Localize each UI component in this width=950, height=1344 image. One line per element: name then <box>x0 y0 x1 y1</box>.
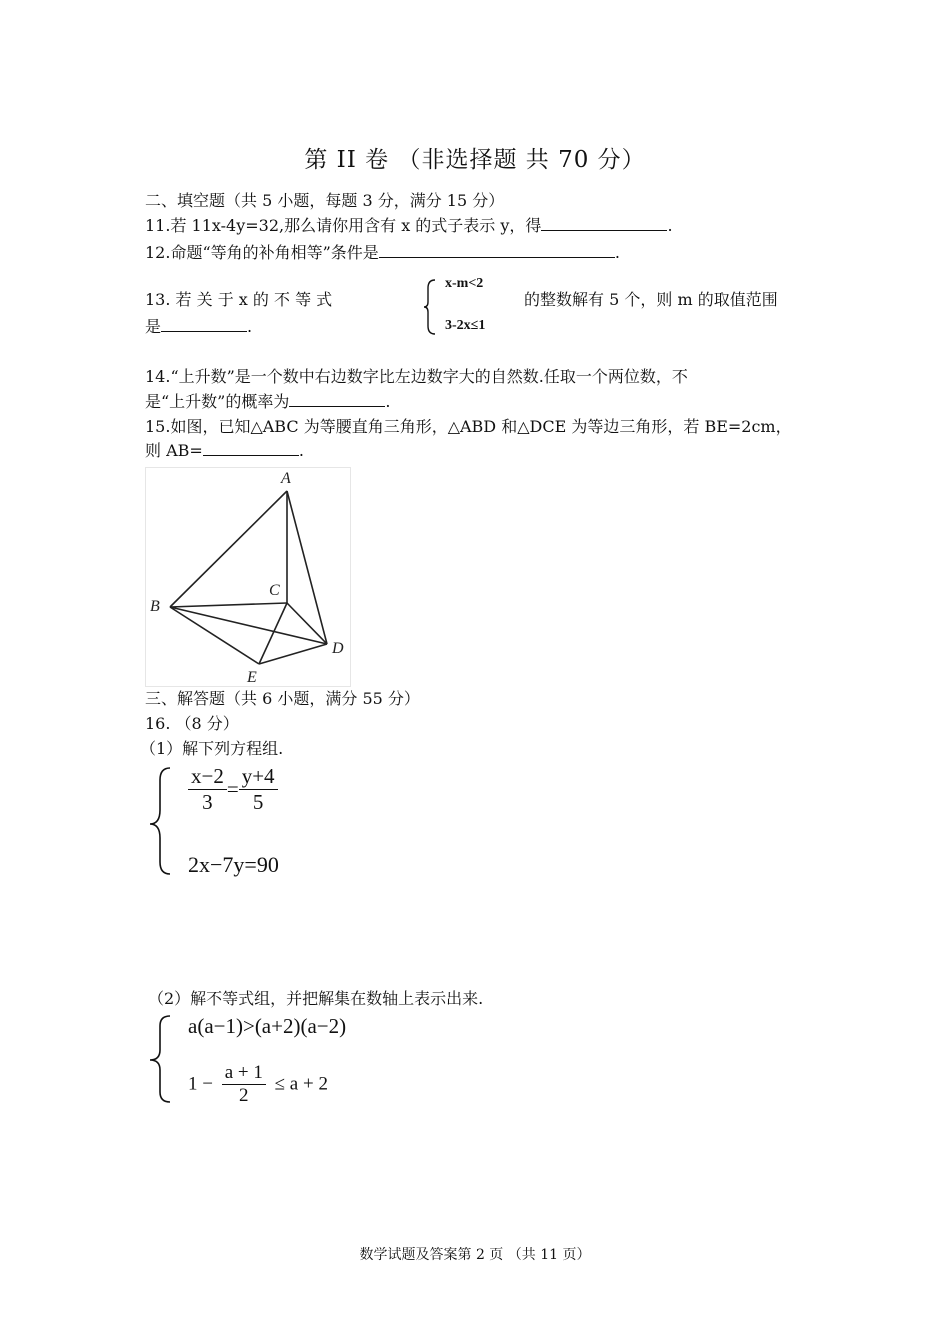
question-12 <box>145 242 620 264</box>
q16-label: 16. （8 分） <box>145 714 239 733</box>
q11-end: . <box>667 216 673 235</box>
q13-answer-blank[interactable] <box>161 317 247 332</box>
ineq2-right: ≤ a + 2 <box>274 1073 328 1095</box>
q13-prefix: 13. 若 关 于 x 的 不 等 式 <box>145 290 333 309</box>
q15-end: . <box>298 441 304 460</box>
q13-suffix: 的整数解有 5 个，则 m 的取值范围 <box>524 290 778 309</box>
q16-part1: （1）解下列方程组. <box>140 739 284 758</box>
eq1-num-right: y+4 <box>239 764 278 790</box>
question-11 <box>145 215 673 237</box>
label-E: E <box>247 669 257 686</box>
ineq2-den: 2 <box>239 1085 249 1106</box>
equation-brace-icon <box>148 762 172 882</box>
q15-line2 <box>145 440 304 462</box>
eq1-num-left: x−2 <box>188 764 227 790</box>
label-B: B <box>150 598 160 615</box>
segment-BE <box>170 607 259 664</box>
q13-line2-text: 是 <box>145 317 162 336</box>
q13-end: . <box>247 317 253 336</box>
segment-AD <box>287 491 327 644</box>
ineq2-left: 1 − <box>188 1073 213 1095</box>
eq1-den-right: 5 <box>252 790 264 814</box>
q14-answer-blank[interactable] <box>289 392 385 407</box>
ineq2-num: a + 1 <box>222 1062 266 1085</box>
q13-ineq-2: 3-2x≤1 <box>445 318 486 333</box>
segment-BC <box>170 603 287 607</box>
equation-2: 2x−7y=90 <box>188 852 279 877</box>
q12-text: 12.命题“等角的补角相等”条件是 <box>145 243 379 262</box>
page-title: 第 II 卷 （非选择题 共 70 分） <box>304 147 646 173</box>
section2-heading: 二、填空题（共 5 小题，每题 3 分，满分 15 分） <box>145 191 505 210</box>
q14-line2-text: 是“上升数”的概率为 <box>145 392 290 411</box>
q16-part2: （2）解不等式组，并把解集在数轴上表示出来. <box>148 989 484 1008</box>
q14-line1: 14.“上升数”是一个数中右边数字比左边数字大的自然数.任取一个两位数，不 <box>145 367 688 386</box>
q15-answer-blank[interactable] <box>203 441 299 456</box>
inequality-system <box>148 1012 388 1116</box>
q13-ineq-1: x-m<2 <box>445 276 484 291</box>
equation-1 <box>188 764 278 815</box>
q11-text: 11.若 11x-4y=32,那么请你用含有 x 的式子表示 y，得 <box>145 216 542 235</box>
geometry-figure <box>145 467 351 687</box>
q11-answer-blank[interactable] <box>541 216 667 231</box>
q14-end: . <box>385 392 391 411</box>
label-C: C <box>269 582 280 599</box>
section3-heading: 三、解答题（共 6 小题，满分 55 分） <box>145 689 420 708</box>
page-footer: 数学试题及答案第 2 页 （共 11 页） <box>359 1247 591 1263</box>
q13-inequality-system <box>423 276 519 338</box>
q15-line1: 15.如图，已知△ABC 为等腰直角三角形，△ABD 和△DCE 为等边三角形，若 BE=2cm， <box>145 417 792 436</box>
segment-BD <box>170 607 327 644</box>
inequality-2 <box>188 1062 328 1107</box>
inequality-brace-icon <box>148 1012 172 1108</box>
q12-answer-blank[interactable] <box>379 243 615 258</box>
eq1-den-left: 3 <box>202 790 213 814</box>
equation-system <box>148 762 348 882</box>
q12-end: . <box>614 243 620 262</box>
eq1-equals: = <box>226 777 239 801</box>
triangle-figure-svg <box>146 468 350 686</box>
segment-DE <box>259 644 327 664</box>
q13-line2 <box>145 316 252 338</box>
label-A: A <box>281 470 291 487</box>
inequality-1: a(a−1)>(a+2)(a−2) <box>188 1014 347 1038</box>
q14-line2 <box>145 391 390 413</box>
q13-brace-icon <box>423 276 437 338</box>
q15-line2-text: 则 AB= <box>145 441 203 460</box>
label-D: D <box>332 640 344 657</box>
